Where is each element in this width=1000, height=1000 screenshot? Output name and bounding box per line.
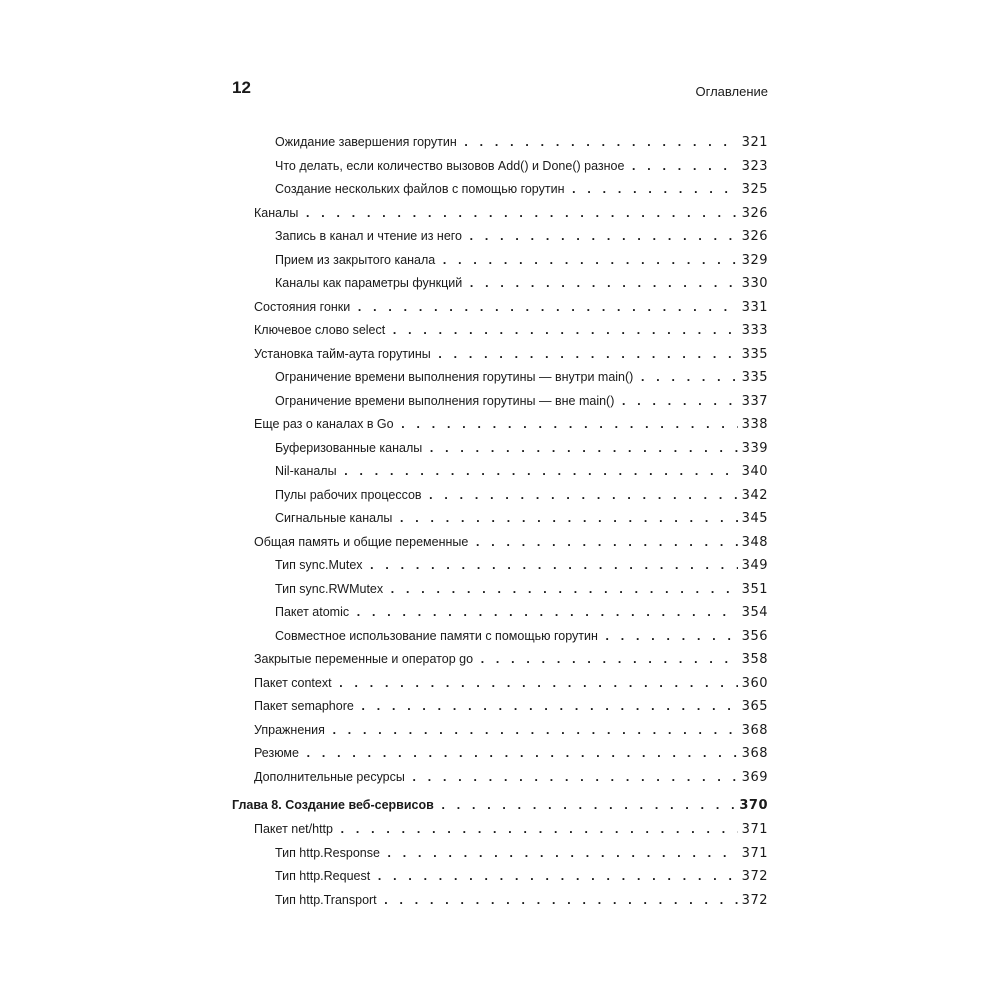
toc-entry[interactable] (232, 869, 768, 893)
toc-entry[interactable] (232, 300, 768, 324)
toc-entry-title: Буферизованные каналы (275, 440, 423, 455)
toc-entry[interactable] (232, 464, 768, 488)
dot-leader (440, 799, 736, 812)
toc-entry-page: 326 (741, 229, 768, 244)
toc-entry-page: 335 (741, 346, 768, 362)
dot-leader (389, 583, 738, 596)
toc-entry[interactable] (232, 699, 768, 723)
toc-entry[interactable] (232, 229, 768, 253)
running-header: Оглавление (695, 84, 768, 99)
dot-leader (411, 771, 738, 784)
toc-entry[interactable] (232, 558, 768, 582)
toc-entry-title: Закрытые переменные и оператор go (254, 652, 474, 666)
dot-leader (428, 442, 737, 455)
toc-entry-page: 349 (741, 558, 768, 573)
toc-entry-title: Ограничение времени выполнения горутины — вне main() (275, 393, 615, 408)
toc-entry[interactable] (232, 441, 768, 465)
dot-leader (343, 465, 738, 478)
dot-leader (369, 559, 738, 572)
toc-entry-title: Тип sync.Mutex (275, 558, 363, 572)
dot-leader (356, 301, 737, 314)
dot-leader (630, 160, 737, 173)
dot-leader (360, 700, 738, 713)
toc-entry-page: 354 (741, 605, 768, 620)
toc-entry-page: 358 (741, 652, 768, 667)
dot-leader (479, 653, 738, 666)
toc-entry-title: Совместное использование памяти с помощью горутин (275, 628, 598, 643)
toc-entry-page: 342 (741, 487, 768, 503)
dot-leader (398, 512, 737, 525)
toc-entry[interactable] (232, 159, 768, 183)
toc-entry-title: Ограничение времени выполнения горутины — внутри main() (275, 370, 634, 384)
toc-entry[interactable] (232, 347, 768, 371)
dot-leader (376, 870, 737, 883)
toc-entry-page: 345 (741, 511, 768, 526)
dot-leader (428, 489, 738, 502)
toc-entry-title: Каналы как параметры функций (275, 276, 463, 290)
toc-entry[interactable] (232, 723, 768, 747)
toc-entry[interactable] (232, 511, 768, 535)
toc-entry-page: 369 (741, 769, 768, 785)
toc-entry-title: Общая память и общие переменные (254, 534, 469, 549)
toc-entry-title: Тип sync.RWMutex (275, 581, 384, 596)
toc-entry-title: Создание нескольких файлов с помощью горутин (275, 182, 565, 196)
toc-entry-title: Пакет atomic (275, 605, 350, 619)
toc-entry[interactable] (232, 394, 768, 418)
dot-leader (620, 395, 737, 408)
toc-entry[interactable] (232, 582, 768, 606)
toc-entry-page: 372 (741, 869, 768, 884)
toc-entry-page: 340 (741, 464, 768, 479)
dot-leader (338, 677, 738, 690)
toc-entry[interactable] (232, 206, 768, 230)
dot-leader (639, 371, 737, 384)
toc-entry-page: 368 (741, 722, 768, 738)
toc-entry-title: Nil-каналы (275, 464, 337, 478)
toc-entry-title: Что делать, если количество вызовов Add() и Done() разное (275, 158, 625, 173)
toc-entry-page: 337 (741, 393, 768, 409)
dot-leader (383, 894, 738, 907)
toc-entry-title: Тип http.Transport (275, 892, 377, 907)
dot-leader (386, 847, 738, 860)
toc-entry-page: 326 (741, 205, 768, 221)
toc-chapter-entry[interactable] (232, 798, 768, 822)
toc-entry-page: 368 (741, 746, 768, 761)
dot-leader (570, 183, 737, 196)
toc-entry[interactable] (232, 370, 768, 394)
toc-entry-page: 338 (741, 417, 768, 432)
dot-leader (331, 724, 738, 737)
dot-leader (474, 536, 737, 549)
toc-entry-page: 365 (741, 699, 768, 714)
toc-entry[interactable] (232, 253, 768, 277)
toc-entry-page: 325 (741, 182, 768, 197)
toc-entry-title: Прием из закрытого канала (275, 252, 436, 267)
toc-entry[interactable] (232, 135, 768, 159)
toc-entry-page: 321 (741, 135, 768, 150)
dot-leader (400, 418, 738, 431)
toc-entry-page: 371 (741, 822, 768, 837)
toc-entry-page: 339 (741, 440, 768, 456)
page-number: 12 (232, 78, 251, 97)
toc-entry[interactable] (232, 488, 768, 512)
toc-entry-title: Пакет net/http (254, 822, 333, 836)
toc-entry[interactable] (232, 535, 768, 559)
toc-entry-title: Каналы (254, 205, 299, 220)
toc-entry-page: 370 (739, 798, 768, 813)
toc-entry[interactable] (232, 846, 768, 870)
toc-entry-title: Тип http.Request (275, 869, 371, 883)
toc-entry-page: 333 (741, 323, 768, 338)
toc-entry-page: 323 (741, 158, 768, 174)
toc-entry[interactable] (232, 323, 768, 347)
dot-leader (391, 324, 737, 337)
toc-entry[interactable] (232, 770, 768, 794)
toc-entry[interactable] (232, 822, 768, 846)
toc-entry-title: Состояния гонки (254, 299, 351, 314)
toc-entry[interactable] (232, 652, 768, 676)
toc-entry[interactable] (232, 629, 768, 653)
dot-leader (339, 823, 738, 836)
toc-entry[interactable] (232, 893, 768, 917)
toc-entry-title: Упражнения (254, 722, 325, 737)
toc-entry-page: 360 (741, 675, 768, 691)
toc-entry-title: Тип http.Response (275, 845, 380, 860)
toc-entry-title: Ожидание завершения горутин (275, 135, 457, 149)
toc-entry-title: Еще раз о каналах в Go (254, 417, 394, 431)
toc-entry[interactable] (232, 605, 768, 629)
toc-entry-title: Пакет semaphore (254, 699, 354, 713)
toc-entry[interactable] (232, 676, 768, 700)
dot-leader (305, 747, 738, 760)
toc-entry-title: Глава 8. Создание веб-сервисов (232, 798, 434, 812)
toc-entry-page: 330 (741, 276, 768, 291)
toc-entry-title: Ключевое слово select (254, 323, 386, 337)
dot-leader (604, 630, 738, 643)
toc-entry-title: Установка тайм-аута горутины (254, 346, 431, 361)
dot-leader (441, 254, 737, 267)
toc-entry-page: 335 (741, 370, 768, 385)
toc-entry-page: 356 (741, 628, 768, 644)
dot-leader (437, 348, 738, 361)
toc-entry[interactable] (232, 746, 768, 770)
dot-leader (355, 606, 738, 619)
dot-leader (463, 136, 738, 149)
toc-entry-title: Сигнальные каналы (275, 511, 393, 525)
toc-entry-page: 329 (741, 252, 768, 268)
toc-entry-page: 331 (741, 299, 768, 315)
toc-entry-page: 371 (741, 845, 768, 861)
table-of-contents (232, 135, 768, 916)
toc-entry-page: 348 (741, 534, 768, 550)
toc-entry-title: Резюме (254, 746, 299, 760)
toc-entry[interactable] (232, 182, 768, 206)
toc-entry-title: Запись в канал и чтение из него (275, 229, 463, 243)
toc-entry-title: Пулы рабочих процессов (275, 487, 422, 502)
dot-leader (304, 207, 737, 220)
toc-entry[interactable] (232, 417, 768, 441)
toc-entry-title: Дополнительные ресурсы (254, 769, 405, 784)
toc-entry-page: 372 (741, 892, 768, 908)
dot-leader (468, 230, 738, 243)
toc-entry-title: Пакет context (254, 675, 332, 690)
toc-entry-page: 351 (741, 581, 768, 597)
dot-leader (468, 277, 737, 290)
toc-entry[interactable] (232, 276, 768, 300)
